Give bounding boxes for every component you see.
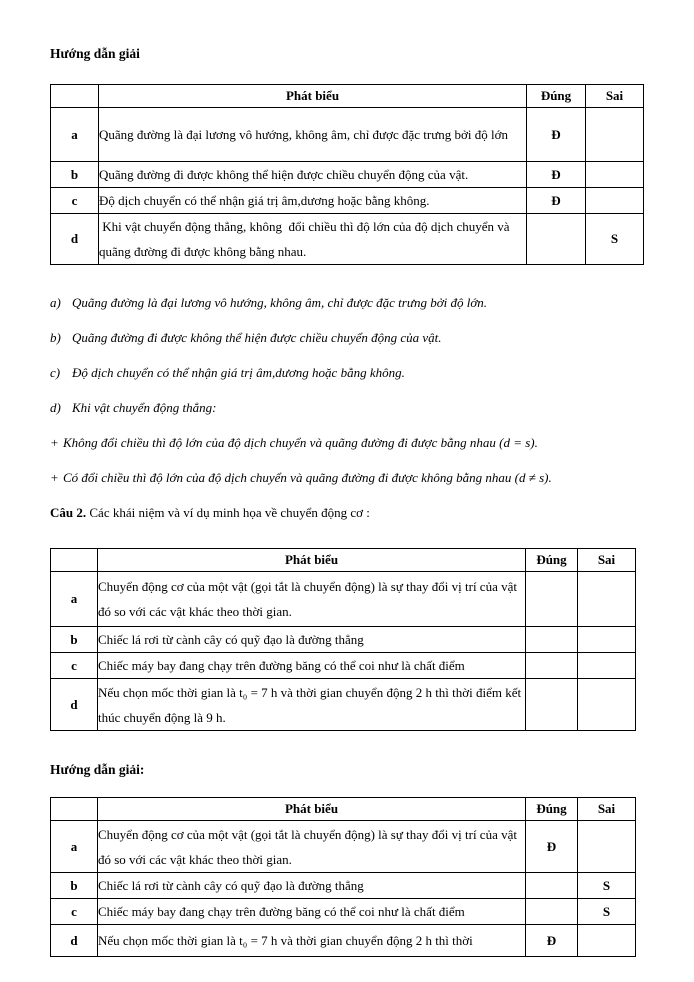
note-label: b) — [50, 330, 61, 345]
row-letter-cell: b — [51, 873, 98, 899]
dung-col-header: Đúng — [527, 85, 586, 108]
sai-mark-cell — [578, 653, 636, 679]
statement-cell: Chiếc máy bay đang chạy trên đường băng có thể coi như là chất điểm — [98, 653, 526, 679]
note-text: Không đổi chiều thì độ lớn của độ dịch chuyển và quãng đường đi được bằng nhau (d = s). — [63, 435, 538, 450]
note-plus-1 — [50, 434, 645, 452]
table-row-b — [51, 162, 644, 188]
note-label: c) — [50, 365, 61, 380]
statement-cell: Chiếc lá rơi từ cành cây có quỹ đạo là đường thẳng — [98, 627, 526, 653]
table-row-c — [51, 188, 644, 214]
note-label: a) — [50, 295, 61, 310]
statement-cell: Chiếc lá rơi từ cành cây có quỹ đạo là đường thẳng — [98, 873, 526, 899]
answer-table-3 — [50, 797, 636, 957]
table-row-c — [51, 653, 636, 679]
row-letter-cell: d — [51, 679, 98, 731]
sai-mark-cell: S — [578, 899, 636, 925]
table-row-c — [51, 899, 636, 925]
dung-col-header: Đúng — [526, 798, 578, 821]
statement-cell: Quãng đường đi được không thể hiện được chiều chuyển động của vật. — [99, 162, 527, 188]
note-c — [50, 364, 645, 382]
answer-table-2 — [50, 548, 636, 731]
statement-col-header: Phát biểu — [98, 798, 526, 821]
row-letter-cell: b — [51, 162, 99, 188]
dung-mark-cell: Đ — [527, 108, 586, 162]
question-2-line — [50, 504, 645, 522]
sai-col-header: Sai — [578, 798, 636, 821]
row-letter-cell: c — [51, 899, 98, 925]
note-text: Quãng đường đi được không thể hiện được chiều chuyển động của vật. — [72, 330, 442, 345]
dung-mark-cell — [526, 679, 578, 731]
dung-mark-cell — [526, 627, 578, 653]
row-letter-cell: a — [51, 108, 99, 162]
table-row-b — [51, 627, 636, 653]
dung-mark-cell: Đ — [526, 821, 578, 873]
answer-table-1 — [50, 84, 644, 265]
question-2-text: Các khái niệm và ví dụ minh họa về chuyển động cơ : — [86, 505, 370, 520]
dung-mark-cell — [526, 899, 578, 925]
statement-cell: Khi vật chuyển động thẳng, không đổi chiều thì độ lớn của độ dịch chuyển và quãng đường đi được không bằng nhau. — [99, 214, 527, 265]
solution-heading-2: Hướng dẫn giải: — [50, 762, 145, 777]
corner-cell — [51, 85, 99, 108]
table-row-a — [51, 572, 636, 627]
table-row-b — [51, 873, 636, 899]
note-label: d) — [50, 400, 61, 415]
row-letter-cell: a — [51, 821, 98, 873]
row-letter-cell: b — [51, 627, 98, 653]
sai-mark-cell: S — [586, 214, 644, 265]
row-letter-cell: d — [51, 925, 98, 957]
sai-mark-cell — [578, 572, 636, 627]
sai-col-header: Sai — [586, 85, 644, 108]
statement-cell: Nếu chọn mốc thời gian là t₀ = 7 h và thời gian chuyển động 2 h thì thời — [98, 925, 526, 957]
statement-cell: Quãng đường là đại lương vô hướng, không âm, chỉ được đặc trưng bởi độ lớn — [99, 108, 527, 162]
explanation-notes — [50, 294, 645, 487]
table-header-row — [51, 798, 636, 821]
sai-mark-cell — [578, 821, 636, 873]
sai-mark-cell — [586, 162, 644, 188]
statement-col-header: Phát biểu — [98, 549, 526, 572]
question-2-label: Câu 2. — [50, 505, 87, 520]
statement-col-header: Phát biểu — [99, 85, 527, 108]
note-b — [50, 329, 645, 347]
sai-mark-cell — [578, 679, 636, 731]
note-text: Có đổi chiều thì độ lớn của độ dịch chuyển và quãng đường đi được không bằng nhau (d ≠ s). — [63, 470, 552, 485]
note-plus-2 — [50, 469, 645, 487]
dung-col-header: Đúng — [526, 549, 578, 572]
row-letter-cell: c — [51, 188, 99, 214]
dung-mark-cell — [527, 214, 586, 265]
note-text: Quãng đường là đại lương vô hướng, không âm, chỉ được đặc trưng bởi độ lớn. — [72, 295, 488, 310]
row-letter-cell: a — [51, 572, 98, 627]
note-text: Khi vật chuyển động thẳng: — [72, 400, 217, 415]
statement-cell: Nếu chọn mốc thời gian là t₀ = 7 h và thời gian chuyển động 2 h thì thời điểm kết thúc chuyển động là 9 h. — [98, 679, 526, 731]
sai-mark-cell — [586, 188, 644, 214]
note-d — [50, 399, 645, 417]
table-row-a — [51, 108, 644, 162]
sai-mark-cell: S — [578, 873, 636, 899]
table-header-row — [51, 549, 636, 572]
table-row-a — [51, 821, 636, 873]
row-letter-cell: c — [51, 653, 98, 679]
corner-cell — [51, 549, 98, 572]
solution-heading-1: Hướng dẫn giải — [50, 46, 140, 61]
table-header-row — [51, 85, 644, 108]
statement-cell: Chiếc máy bay đang chạy trên đường băng có thể coi như là chất điểm — [98, 899, 526, 925]
table-row-d — [51, 679, 636, 731]
row-letter-cell: d — [51, 214, 99, 265]
table-row-d — [51, 925, 636, 957]
dung-mark-cell — [526, 653, 578, 679]
table-row-d — [51, 214, 644, 265]
statement-cell: Độ dịch chuyển có thể nhận giá trị âm,dương hoặc bằng không. — [99, 188, 527, 214]
dung-mark-cell — [526, 572, 578, 627]
note-label: + — [50, 470, 59, 485]
corner-cell — [51, 798, 98, 821]
statement-cell: Chuyển động cơ của một vật (gọi tắt là chuyển động) là sự thay đổi vị trí của vật đó so với các vật khác theo thời gian. — [98, 572, 526, 627]
sai-col-header: Sai — [578, 549, 636, 572]
sai-mark-cell — [578, 627, 636, 653]
dung-mark-cell: Đ — [526, 925, 578, 957]
note-a — [50, 294, 645, 312]
dung-mark-cell: Đ — [527, 162, 586, 188]
dung-mark-cell: Đ — [527, 188, 586, 214]
dung-mark-cell — [526, 873, 578, 899]
note-label: + — [50, 435, 59, 450]
sai-mark-cell — [578, 925, 636, 957]
sai-mark-cell — [586, 108, 644, 162]
note-text: Độ dịch chuyển có thể nhận giá trị âm,dương hoặc bằng không. — [72, 365, 405, 380]
statement-cell: Chuyển động cơ của một vật (gọi tắt là chuyển động) là sự thay đổi vị trí của vật đó so với các vật khác theo thời gian. — [98, 821, 526, 873]
